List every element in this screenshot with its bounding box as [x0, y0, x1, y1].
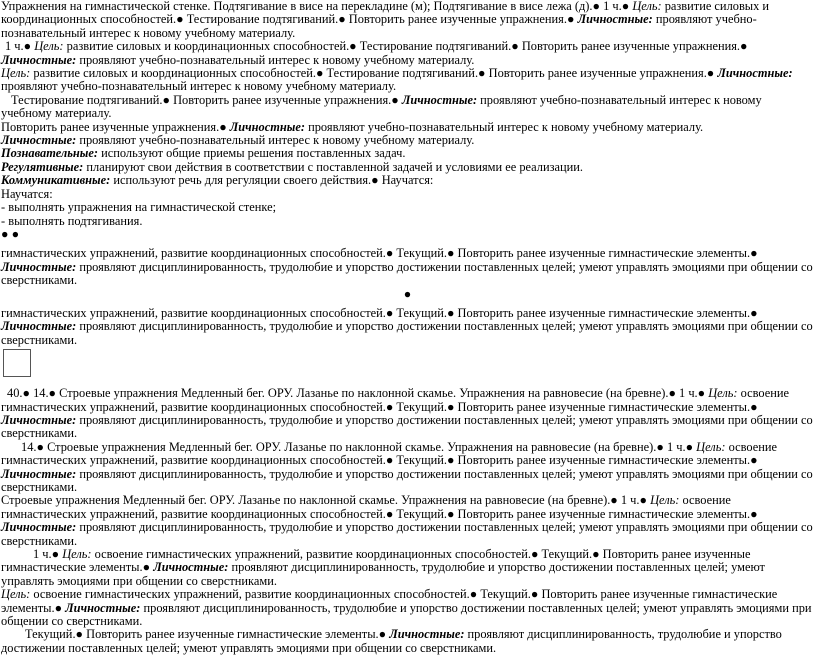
- body-text: проявляют учебно-познавательный интерес к новому учебному материалу.: [1, 12, 757, 40]
- body-text: проявляют дисциплинированность, трудолюбие и упорство достижении поставленных целей; умеют управлять эмоциями при общении со сверстниками.: [1, 627, 782, 655]
- paragraph: [0, 387, 816, 441]
- goal-label: Цель:: [696, 439, 726, 454]
- label-text: Личностные:: [717, 66, 793, 81]
- body-text: используют общие приемы решения поставленных задач.: [98, 146, 406, 161]
- paragraph: [0, 288, 816, 301]
- paragraph: [0, 0, 816, 40]
- body-text: проявляют дисциплинированность, трудолюбие и упорство достижении поставленных целей; умеют управлять эмоциями при общении со сверстниками.: [1, 319, 813, 347]
- goal-label: Цель:: [62, 547, 92, 562]
- body-text: проявляют дисциплинированность, трудолюбие и упорство достижении поставленных целей; умеют управлять эмоциями при общении со сверстниками.: [1, 259, 813, 288]
- body-text: развитие силовых и координационных способностей.● Тестирование подтягиваний.● Повторить ранее изученные упражнения.●: [1, 0, 770, 27]
- label-text: Коммуникативные:: [1, 173, 111, 188]
- goal-label: Цель:: [1, 66, 31, 81]
- label-text: Личностные:: [401, 92, 478, 107]
- body-text: проявляют дисциплинированность, трудолюбие и упорство достижении поставленных целей; умеют управлять эмоциями при общении со сверстниками.: [1, 600, 812, 629]
- goal-label: Цель:: [632, 0, 662, 13]
- body-text: проявляют дисциплинированность, трудолюбие и упорство достижении поставленных целей; умеют управлять эмоциями при общении со сверстниками.: [1, 520, 813, 548]
- label-text: Личностные:: [153, 560, 229, 575]
- body-text: проявляют дисциплинированность, трудолюбие и упорство достижении поставленных целей; умеют управлять эмоциями при общении со сверстниками.: [1, 466, 813, 494]
- body-text: 14.● Строевые упражнения Медленный бег. ОРУ. Лазанье по наклонной скамье. Упражнения на равновесие (на бревне).● 1 ч.●: [21, 439, 697, 454]
- label-text: Познавательные:: [1, 146, 99, 161]
- body-text: Повторить ранее изученные упражнения.●: [1, 119, 230, 134]
- body-text: ●: [403, 286, 412, 301]
- body-text: освоение гимнастических упражнений, развитие координационных способностей.● Текущий.● Повторить ранее изученные гимнастические элементы.●: [1, 439, 777, 468]
- paragraph: [0, 121, 816, 134]
- paragraph: [0, 174, 816, 187]
- body-text: используют речь для регуляции своего действия.● Научатся:: [110, 173, 434, 188]
- label-text: Личностные:: [389, 627, 465, 642]
- goal-label: Цель:: [34, 39, 64, 54]
- body-text: освоение гимнастических упражнений, развитие координационных способностей.● Текущий.● Повторить ранее изученные гимнастические элементы.●: [1, 386, 790, 414]
- label-text: Личностные:: [1, 412, 77, 427]
- body-text: проявляют дисциплинированность, трудолюбие и упорство достижении поставленных целей; умеют управлять эмоциями при общении со сверстниками.: [1, 412, 813, 441]
- body-text: Научатся:: [1, 186, 53, 201]
- goal-label: Цель:: [708, 386, 738, 401]
- paragraph: [0, 201, 816, 214]
- body-text: 1 ч.●: [5, 39, 35, 54]
- empty-frame: [3, 349, 31, 377]
- body-text: планируют свои действия в соответствии с поставленной задачей и условиями ее реализации.: [83, 159, 583, 174]
- body-text: - выполнять упражнения на гимнастической стенке;: [1, 200, 277, 215]
- label-text: Личностные:: [1, 520, 77, 535]
- body-text: гимнастических упражнений, развитие координационных способностей.● Текущий.● Повторить ранее изученные гимнастические элементы.●: [1, 305, 758, 320]
- body-text: проявляют учебно-познавательный интерес к новому учебному материалу.: [76, 52, 475, 67]
- label-text: Личностные:: [229, 119, 305, 134]
- paragraph: [0, 548, 816, 588]
- label-text: Личностные:: [1, 319, 77, 334]
- body-text: освоение гимнастических упражнений, развитие координационных способностей.● Текущий.● Повторить ранее изученные гимнастические элементы.●: [1, 493, 758, 521]
- paragraph: [0, 228, 816, 241]
- body-text: проявляют учебно-познавательный интерес к новому учебному материалу.: [1, 92, 762, 121]
- paragraph: [0, 247, 816, 287]
- goal-label: Цель:: [650, 493, 680, 508]
- label-text: Личностные:: [1, 259, 77, 274]
- label-text: Личностные:: [1, 466, 77, 481]
- label-text: Регулятивные:: [1, 159, 84, 174]
- paragraph: [0, 441, 816, 495]
- body-text: освоение гимнастических упражнений, развитие координационных способностей.● Текущий.● Повторить ранее изученные гимнастические элементы.●: [1, 547, 751, 575]
- body-text: освоение гимнастических упражнений, развитие координационных способностей.● Текущий.● Повторить ранее изученные гимнастические элементы.●: [1, 587, 778, 615]
- label-text: Личностные:: [577, 12, 653, 27]
- body-text: Упражнения на гимнастической стенке. Подтягивание в висе на перекладине (м); Подтягивание в висе лежа (д).● 1 ч.●: [1, 0, 633, 13]
- paragraph: [0, 147, 816, 160]
- paragraph: [0, 40, 816, 67]
- label-text: Личностные:: [1, 52, 77, 67]
- paragraph: [0, 134, 816, 147]
- paragraph: [0, 67, 816, 94]
- label-text: Личностные:: [1, 133, 77, 148]
- body-text: - выполнять подтягивания.: [1, 213, 143, 228]
- paragraph: [0, 494, 816, 548]
- body-text: Текущий.● Повторить ранее изученные гимнастические элементы.●: [25, 627, 390, 642]
- body-text: Строевые упражнения Медленный бег. ОРУ. Лазанье по наклонной скамье. Упражнения на равновесие (на бревне).● 1 ч.●: [1, 493, 651, 508]
- body-text: развитие силовых и координационных способностей.● Тестирование подтягиваний.● Повторить ранее изученные упражнения.●: [63, 39, 748, 54]
- body-text: проявляют учебно-познавательный интерес к новому учебному материалу.: [1, 79, 397, 94]
- body-text: гимнастических упражнений, развитие координационных способностей.● Текущий.● Повторить ранее изученные гимнастические элементы.●: [1, 246, 758, 261]
- body-text: ● ●: [1, 226, 20, 241]
- paragraph: [0, 307, 816, 347]
- body-text: 1 ч.●: [33, 547, 63, 562]
- paragraph: [0, 588, 816, 628]
- paragraph: [0, 94, 816, 121]
- label-text: Личностные:: [65, 600, 141, 615]
- body-text: проявляют учебно-познавательный интерес к новому учебному материалу.: [76, 133, 475, 148]
- paragraph: [0, 161, 816, 174]
- body-text: развитие силовых и координационных способностей.● Тестирование подтягиваний.● Повторить ранее изученные упражнения.●: [30, 66, 718, 81]
- paragraph: [0, 215, 816, 228]
- goal-label: Цель:: [1, 587, 31, 602]
- body-text: проявляют учебно-познавательный интерес к новому учебному материалу.: [305, 119, 704, 134]
- body-text: 40.● 14.● Строевые упражнения Медленный бег. ОРУ. Лазанье по наклонной скамье. Упражнения на равновесие (на бревне).● 1 ч.●: [7, 386, 709, 401]
- body-text: проявляют дисциплинированность, трудолюбие и упорство достижении поставленных целей; умеют управлять эмоциями при общении со сверстниками.: [1, 560, 765, 588]
- paragraph: [0, 188, 816, 201]
- paragraph: [0, 628, 816, 655]
- body-text: Тестирование подтягиваний.● Повторить ранее изученные упражнения.●: [11, 92, 402, 107]
